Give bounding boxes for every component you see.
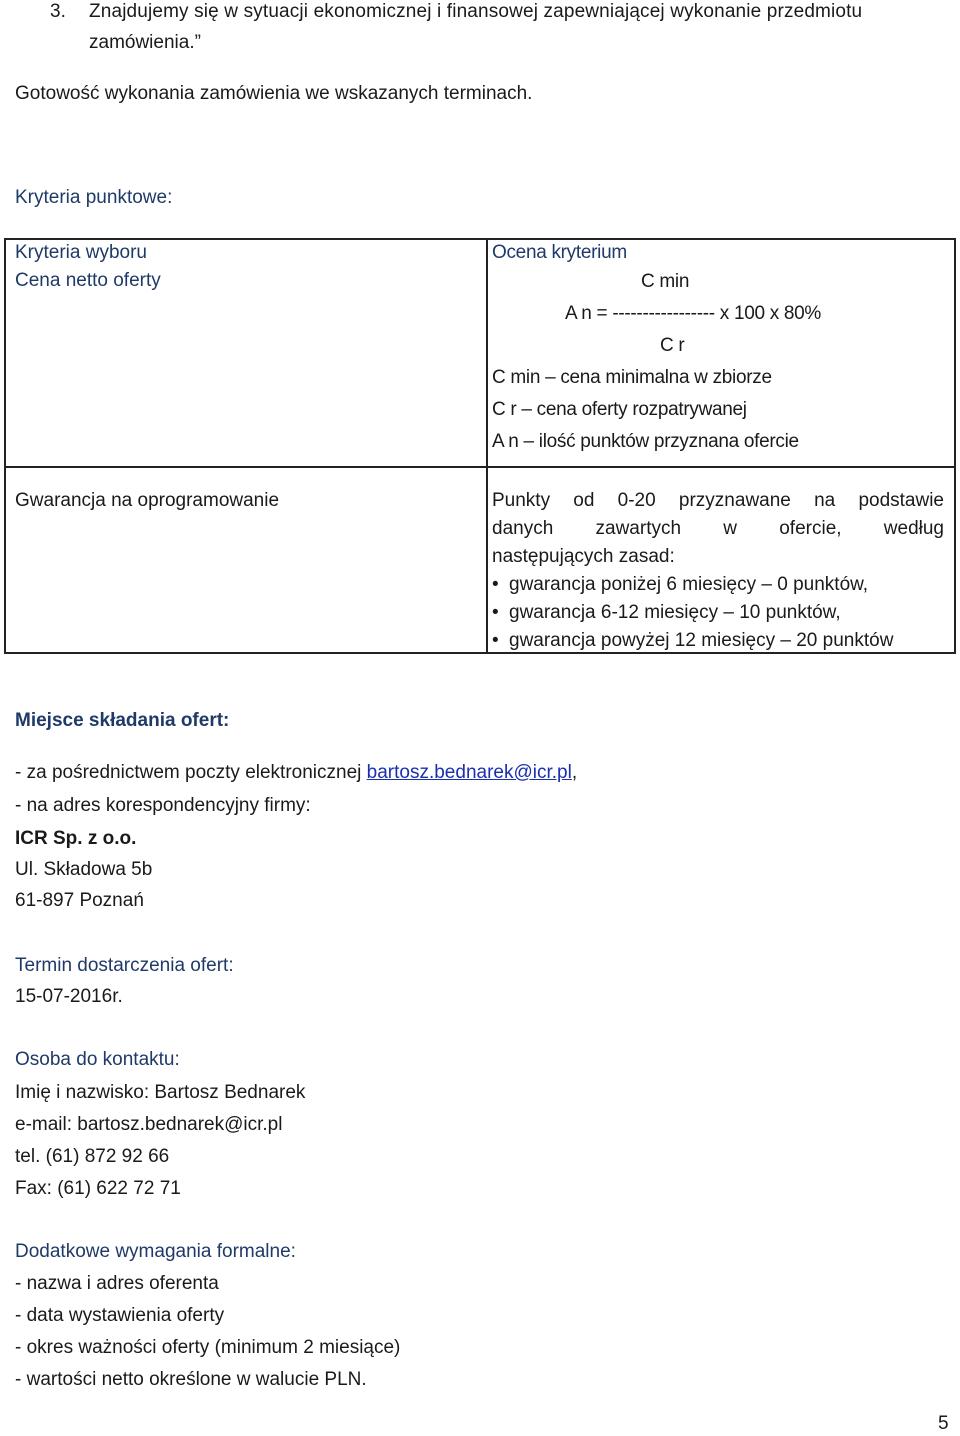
table-header-evaluation: Ocena kryterium [492,242,627,263]
requirement-item: - wartości netto określone w walucie PLN. [15,1369,367,1390]
bullet-marker: • [492,574,499,595]
requirement-item: - nazwa i adres oferenta [15,1273,219,1294]
legend-cmin: C min – cena minimalna w zbiorze [492,367,772,388]
formula-main: A n = ----------------- x 100 x 80% [565,303,822,324]
submission-email-link[interactable]: bartosz.bednarek@icr.pl [366,762,572,783]
legend-cr: C r – cena oferty rozpatrywanej [492,399,747,420]
contact-email: e-mail: bartosz.bednarek@icr.pl [15,1114,283,1135]
formula-numerator: C min [641,271,690,292]
submission-postal-line: - na adres korespondencyjny firmy: [15,795,311,816]
statement-line-2: zamówienia.” [89,32,201,53]
table-header-criteria: Kryteria wyboru [15,242,147,263]
deadline-date: 15-07-2016r. [15,986,123,1007]
warranty-rule-2: gwarancja 6-12 miesięcy – 10 punktów, [509,602,841,623]
list-number: 3. [50,1,66,22]
readiness-statement: Gotowość wykonania zamówienia we wskazanych terminach. [15,83,533,104]
bullet-marker: • [492,630,499,651]
formula-denominator: C r [660,335,685,356]
warranty-description-line-3: następujących zasad: [492,546,675,567]
contact-name: Imię i nazwisko: Bartosz Bednarek [15,1082,306,1103]
bullet-marker: • [492,602,499,623]
table-row-divider [6,466,954,468]
deadline-heading: Termin dostarczenia ofert: [15,955,234,976]
legend-an: A n – ilość punktów przyznana ofercie [492,431,799,452]
warranty-rule-1: gwarancja poniżej 6 miesięcy – 0 punktów, [509,574,869,595]
warranty-description-line-2: danych zawartych w ofercie, według [492,518,944,539]
company-city: 61-897 Poznań [15,890,144,911]
company-name: ICR Sp. z o.o. [15,828,137,849]
company-street: Ul. Składowa 5b [15,859,153,880]
contact-heading: Osoba do kontaktu: [15,1049,180,1070]
page-number: 5 [938,1413,949,1434]
contact-phone: tel. (61) 872 92 66 [15,1146,170,1167]
warranty-description-line-1: Punkty od 0-20 przyznawane na podstawie [492,490,944,511]
requirement-item: - data wystawienia oferty [15,1305,225,1326]
submission-email-line [15,762,577,784]
submission-email-prefix: - za pośrednictwem poczty elektronicznej [15,762,367,783]
submission-email-suffix: , [571,762,578,783]
table-column-divider [486,240,488,652]
contact-fax: Fax: (61) 622 72 71 [15,1178,181,1199]
row-label-warranty: Gwarancja na oprogramowanie [15,490,280,511]
requirements-heading: Dodatkowe wymagania formalne: [15,1241,296,1262]
requirement-item: - okres ważności oferty (minimum 2 miesiące) [15,1337,401,1358]
submission-place-heading: Miejsce składania ofert: [15,710,230,731]
row-label-net-price: Cena netto oferty [15,270,161,291]
warranty-rule-3: gwarancja powyżej 12 miesięcy – 20 punktów [509,630,894,651]
statement-line-1: Znajdujemy się w sytuacji ekonomicznej i finansowej zapewniającej wykonanie przedmiotu [89,1,863,22]
criteria-heading: Kryteria punktowe: [15,187,173,208]
